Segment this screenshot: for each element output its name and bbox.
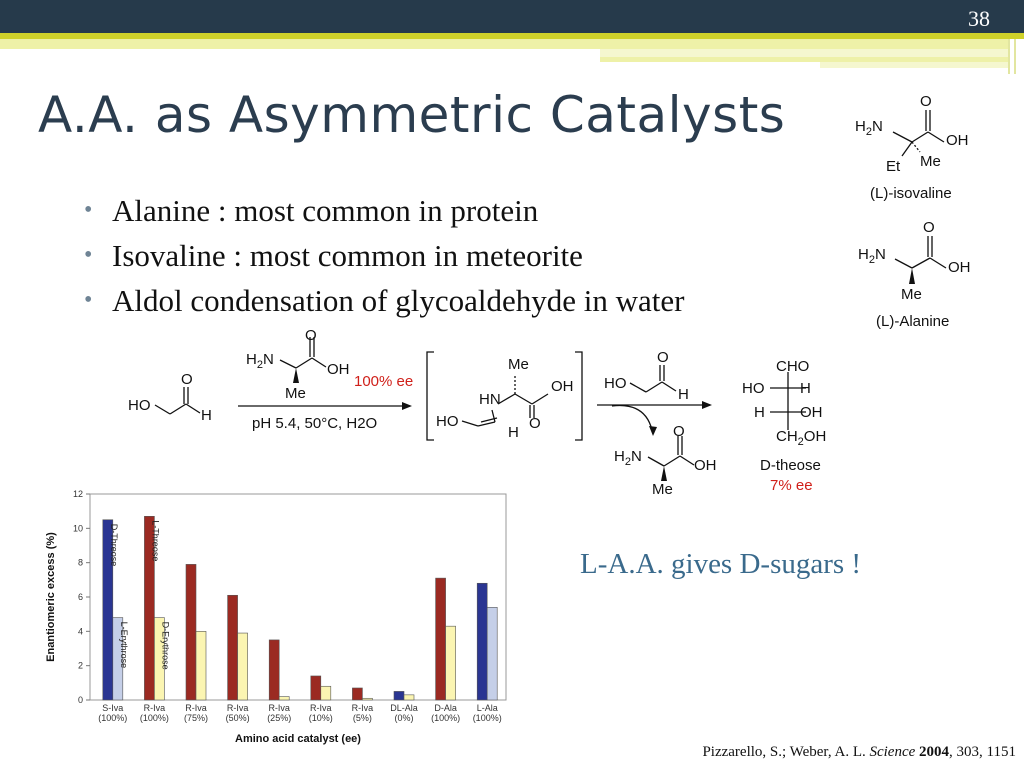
alanine-o: O	[923, 219, 935, 236]
x-tick-ee-label: (100%)	[98, 713, 128, 723]
bar-annotation: D-Erythrose	[160, 621, 171, 670]
slide-title: A.A. as Asymmetric Catalysts	[38, 86, 786, 144]
alanine-structure	[895, 236, 946, 268]
reactant-h: H	[201, 407, 212, 424]
released-h2n: $H_2N$	[614, 448, 642, 468]
chart-bar	[446, 626, 456, 700]
released-oh: OH	[694, 457, 717, 474]
chart-bar	[477, 583, 487, 700]
x-tick-label: R-Iva	[351, 703, 374, 713]
glycolaldehyde-structure	[155, 387, 200, 414]
intermediate-oh: OH	[551, 378, 574, 395]
released-catalyst	[648, 436, 694, 466]
catalyst-structure	[280, 337, 326, 368]
bullet-item: • Alanine : most common in protein	[84, 188, 684, 233]
alanine-oh: OH	[948, 259, 971, 276]
x-tick-ee-label: (100%)	[472, 713, 502, 723]
x-tick-label: R-Iva	[310, 703, 332, 713]
reaction-conditions: pH 5.4, 50°C, H2O	[252, 415, 378, 432]
reactant2-o: O	[657, 349, 669, 366]
citation	[702, 744, 1016, 761]
x-tick-label: L-Ala	[476, 703, 498, 713]
chart-bar	[362, 698, 372, 700]
reactant2-ho: HO	[604, 375, 627, 392]
isovaline-oh: OH	[946, 132, 969, 149]
reactant2-h: H	[678, 386, 689, 403]
bar-annotation: L-Erythrose	[118, 621, 129, 669]
intermediate-o: O	[529, 415, 541, 432]
bar-annotation: L-Threose	[150, 520, 161, 562]
citation-year: 2004	[919, 744, 950, 760]
x-tick-ee-label: (25%)	[267, 713, 292, 723]
reactant-o: O	[181, 371, 193, 388]
intermediate-ho: HO	[436, 413, 459, 430]
threose-ch2oh: $CH_2OH$	[776, 428, 827, 448]
intermediate-me: Me	[508, 356, 529, 373]
chart-bar	[186, 564, 196, 700]
y-tick-label: 6	[77, 592, 83, 602]
threose-h-2: H	[754, 404, 765, 421]
y-tick-label: 4	[77, 626, 83, 637]
catalyst-o: O	[305, 327, 317, 344]
citation-authors: Pizzarello, S.; Weber, A. L.	[702, 744, 866, 760]
isovaline-et: Et	[886, 158, 901, 175]
x-tick-ee-label: (100%)	[139, 713, 169, 723]
y-tick-label: 2	[77, 660, 83, 671]
product-label: D-theose	[760, 457, 821, 474]
enantiomeric-excess-chart	[42, 484, 512, 754]
alanine-h2n: $H_2N$	[858, 246, 886, 266]
isovaline-label: (L)-isovaline	[870, 185, 952, 202]
released-me: Me	[652, 481, 673, 498]
threose-cho: CHO	[776, 358, 810, 375]
isovaline-o: O	[920, 93, 932, 110]
x-tick-ee-label: (50%)	[225, 713, 250, 723]
isovaline-h2n: $H_2N$	[855, 118, 883, 138]
threose-h-1: H	[800, 380, 811, 397]
catalyst-oh: OH	[327, 361, 350, 378]
threose-oh-2: OH	[800, 404, 823, 421]
bullet-item: • Aldol condensation of glycoaldehyde in water	[84, 278, 684, 323]
x-tick-label: R-Iva	[268, 703, 290, 713]
catalyst-ee: 100% ee	[354, 373, 414, 390]
threose-ho-1: HO	[742, 380, 765, 397]
x-tick-ee-label: (5%)	[352, 713, 372, 723]
alanine-label: (L)-Alanine	[876, 313, 950, 330]
x-tick-label: S-Iva	[102, 703, 124, 713]
x-tick-label: R-Iva	[226, 703, 249, 713]
x-tick-ee-label: (10%)	[308, 713, 333, 723]
chart-bar	[279, 697, 289, 700]
x-tick-label: R-Iva	[185, 703, 207, 713]
bullet-item: • Isovaline : most common in meteorite	[84, 233, 684, 278]
chart-bar	[436, 578, 446, 700]
chart-bar	[269, 640, 279, 700]
x-axis-label: Amino acid catalyst (ee)	[235, 733, 361, 745]
y-axis-label: Enantiomeric excess (%)	[45, 532, 57, 662]
chart-bar	[394, 691, 404, 700]
alanine-me: Me	[901, 286, 922, 303]
x-tick-ee-label: (0%)	[394, 713, 414, 723]
y-tick-label: 12	[72, 489, 83, 499]
conclusion-text: L-A.A. gives D-sugars !	[580, 548, 862, 580]
chart-bar	[487, 607, 497, 700]
chart-bar	[352, 688, 362, 700]
citation-journal: Science	[869, 744, 916, 760]
chart-bar	[321, 686, 331, 700]
x-tick-ee-label: (75%)	[183, 713, 209, 723]
slide-number: 38	[968, 6, 990, 31]
chart-bar	[311, 676, 321, 700]
chart-bar	[238, 633, 248, 700]
intermediate-h: H	[508, 424, 519, 441]
bar-annotation: D-Threose	[108, 523, 119, 567]
product-ee: 7% ee	[770, 477, 813, 494]
y-tick-label: 10	[72, 523, 83, 534]
reactant-ho: HO	[128, 397, 151, 414]
citation-rest: , 303, 1151	[949, 744, 1016, 760]
chart-bar	[228, 595, 238, 700]
y-tick-label: 8	[77, 557, 83, 568]
x-tick-label: DL-Ala	[390, 703, 418, 713]
catalyst-me: Me	[285, 385, 306, 402]
x-tick-ee-label: (100%)	[431, 713, 461, 723]
x-tick-label: R-Iva	[143, 703, 166, 713]
chart-bar	[404, 695, 414, 700]
chart-bar	[196, 631, 206, 700]
isovaline-me: Me	[920, 153, 941, 170]
y-tick-label: 0	[77, 695, 83, 705]
alanine-wedge	[909, 268, 915, 284]
released-o: O	[673, 423, 685, 440]
x-tick-label: D-Ala	[434, 703, 457, 713]
isovaline-structure	[893, 110, 944, 156]
second-glycolaldehyde	[630, 365, 676, 392]
intermediate-hn: HN	[479, 391, 501, 408]
catalyst-h2n: $H_2N$	[246, 351, 274, 371]
